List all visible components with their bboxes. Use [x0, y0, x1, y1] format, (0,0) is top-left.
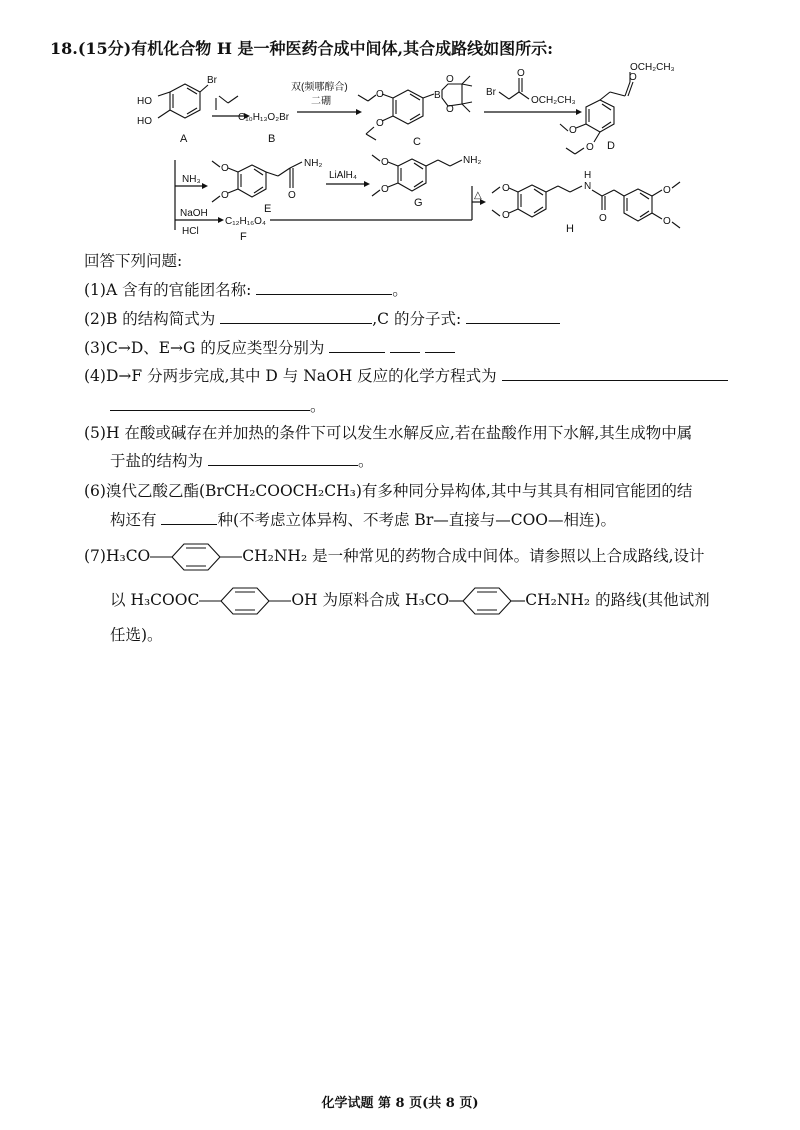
e-o: O [288, 190, 296, 201]
part-7-line3: 任选)。 [110, 626, 163, 644]
compound-h [492, 170, 680, 235]
blank-6[interactable] [161, 508, 217, 525]
part-7-line2: 以 H₃COOC OH 为原料合成 H₃CO CH₂NH₂ 的路线(其他试剂 [110, 584, 710, 618]
blank-3a[interactable] [329, 336, 385, 353]
benzene-ring-3 [449, 584, 525, 618]
label-h: H [566, 223, 574, 235]
label-b: B [268, 133, 276, 145]
question-header: 18.(15分)有机化合物 H 是一种医药合成中间体,其合成路线如图所示: [50, 39, 553, 58]
compound-e [212, 158, 322, 215]
heat: △ [474, 190, 482, 201]
blank-4a[interactable] [502, 364, 728, 381]
blank-2a[interactable] [220, 307, 372, 324]
reagent-bc-top: 双(频哪醇合) [291, 82, 348, 93]
d-o-ethoxy-bottom: O [586, 142, 594, 153]
reagent-de: NH₃ [182, 174, 201, 185]
blank-1[interactable] [256, 278, 392, 295]
compound-g [372, 155, 481, 209]
blank-5[interactable] [208, 449, 358, 466]
reagent-cd-br: Br [486, 87, 496, 98]
reagent-cd-o: O [517, 68, 525, 79]
g-o-ethoxy-bottom: O [381, 184, 389, 195]
arrow-e-g [326, 170, 370, 187]
compound-a [137, 75, 218, 145]
label-c: C [413, 136, 421, 148]
part-7: (7)H₃CO CH₂NH₂ 是一种常见的药物合成中间体。请参照以上合成路线,设计 [84, 540, 705, 574]
page-footer: 化学试题 第 8 页(共 8 页) [321, 1096, 479, 1111]
g-nh2: NH₂ [463, 155, 482, 166]
d-ester: OCH₂CH₃ [630, 62, 675, 73]
part-6: (6)溴代乙酸乙酯(BrCH₂COOCH₂CH₃)有多种同分异构体,其中与其具有相同官能团的结 [84, 482, 693, 500]
label-a: A [180, 133, 188, 145]
reagent-df-bottom: HCl [182, 226, 199, 237]
g-o-ethoxy-top: O [381, 157, 389, 168]
compound-c [358, 74, 472, 148]
part-3: (3)C→D、E→G 的反应类型分别为 [84, 336, 455, 359]
reagent-cd-ester: OCH₂CH₃ [531, 95, 576, 106]
blank-3c[interactable] [425, 336, 455, 353]
e-o-ethoxy-bottom: O [221, 190, 229, 201]
arrow-d-e [175, 174, 208, 189]
b-formula: C₁₀H₁₃O₂Br [238, 112, 290, 123]
benzene-ring-2 [199, 584, 291, 618]
h-h: H [584, 170, 592, 181]
h-o-1: O [502, 183, 510, 194]
blank-2b[interactable] [466, 307, 560, 324]
d-o-ethoxy-top: O [569, 125, 577, 136]
part-4-cont: 。 [110, 394, 326, 417]
part-2: (2)B 的结构简式为 ,C 的分子式: [84, 307, 560, 330]
benzene-ring-1 [150, 540, 242, 574]
h-o-2: O [502, 210, 510, 221]
arrow-c-d [484, 68, 582, 115]
h-n: N [584, 181, 592, 192]
c-o-ethoxy-top: O [376, 89, 384, 100]
blank-3b[interactable] [390, 336, 420, 353]
c-o-ethoxy-bottom: O [376, 118, 384, 129]
part-5-cont: 于盐的结构为 。 [110, 449, 373, 472]
c-o-bottom: O [446, 104, 454, 115]
a-ho-bottom: HO [137, 116, 152, 127]
e-o-ethoxy-top: O [221, 163, 229, 174]
reagent-bc-bottom: 二硼 [311, 96, 331, 107]
h-o-4: O [663, 216, 671, 227]
label-d: D [607, 140, 615, 152]
f-formula: C₁₂H₁₆O₄ [225, 216, 266, 227]
prompt: 回答下列问题: [84, 252, 183, 270]
h-o-carbonyl: O [599, 213, 607, 224]
label-e: E [264, 203, 272, 215]
a-br: Br [207, 75, 217, 86]
arrow-b-c [291, 80, 362, 115]
part-1: (1)A 含有的官能团名称: 。 [84, 278, 408, 301]
label-g: G [414, 197, 423, 209]
compound-d [560, 62, 675, 154]
reagent-eg: LiAlH₄ [329, 170, 357, 181]
d-o: O [629, 72, 637, 83]
h-o-3: O [663, 185, 671, 196]
part-4: (4)D→F 分两步完成,其中 D 与 NaOH 反应的化学方程式为 [84, 364, 728, 387]
a-ho-top: HO [137, 96, 152, 107]
blank-4b[interactable] [110, 394, 310, 411]
synthesis-scheme [0, 0, 800, 260]
c-o-top: O [446, 74, 454, 85]
c-boron: B [434, 90, 441, 101]
label-f: F [240, 231, 247, 243]
part-5: (5)H 在酸或碱存在并加热的条件下可以发生水解反应,若在盐酸作用下水解,其生成物中属 [84, 424, 693, 442]
reagent-df-top: NaOH [180, 208, 208, 219]
e-nh2: NH₂ [304, 158, 323, 169]
part-6-cont: 构还有 种(不考虑立体异构、不考虑 Br—直接与—COO—相连)。 [110, 508, 616, 531]
